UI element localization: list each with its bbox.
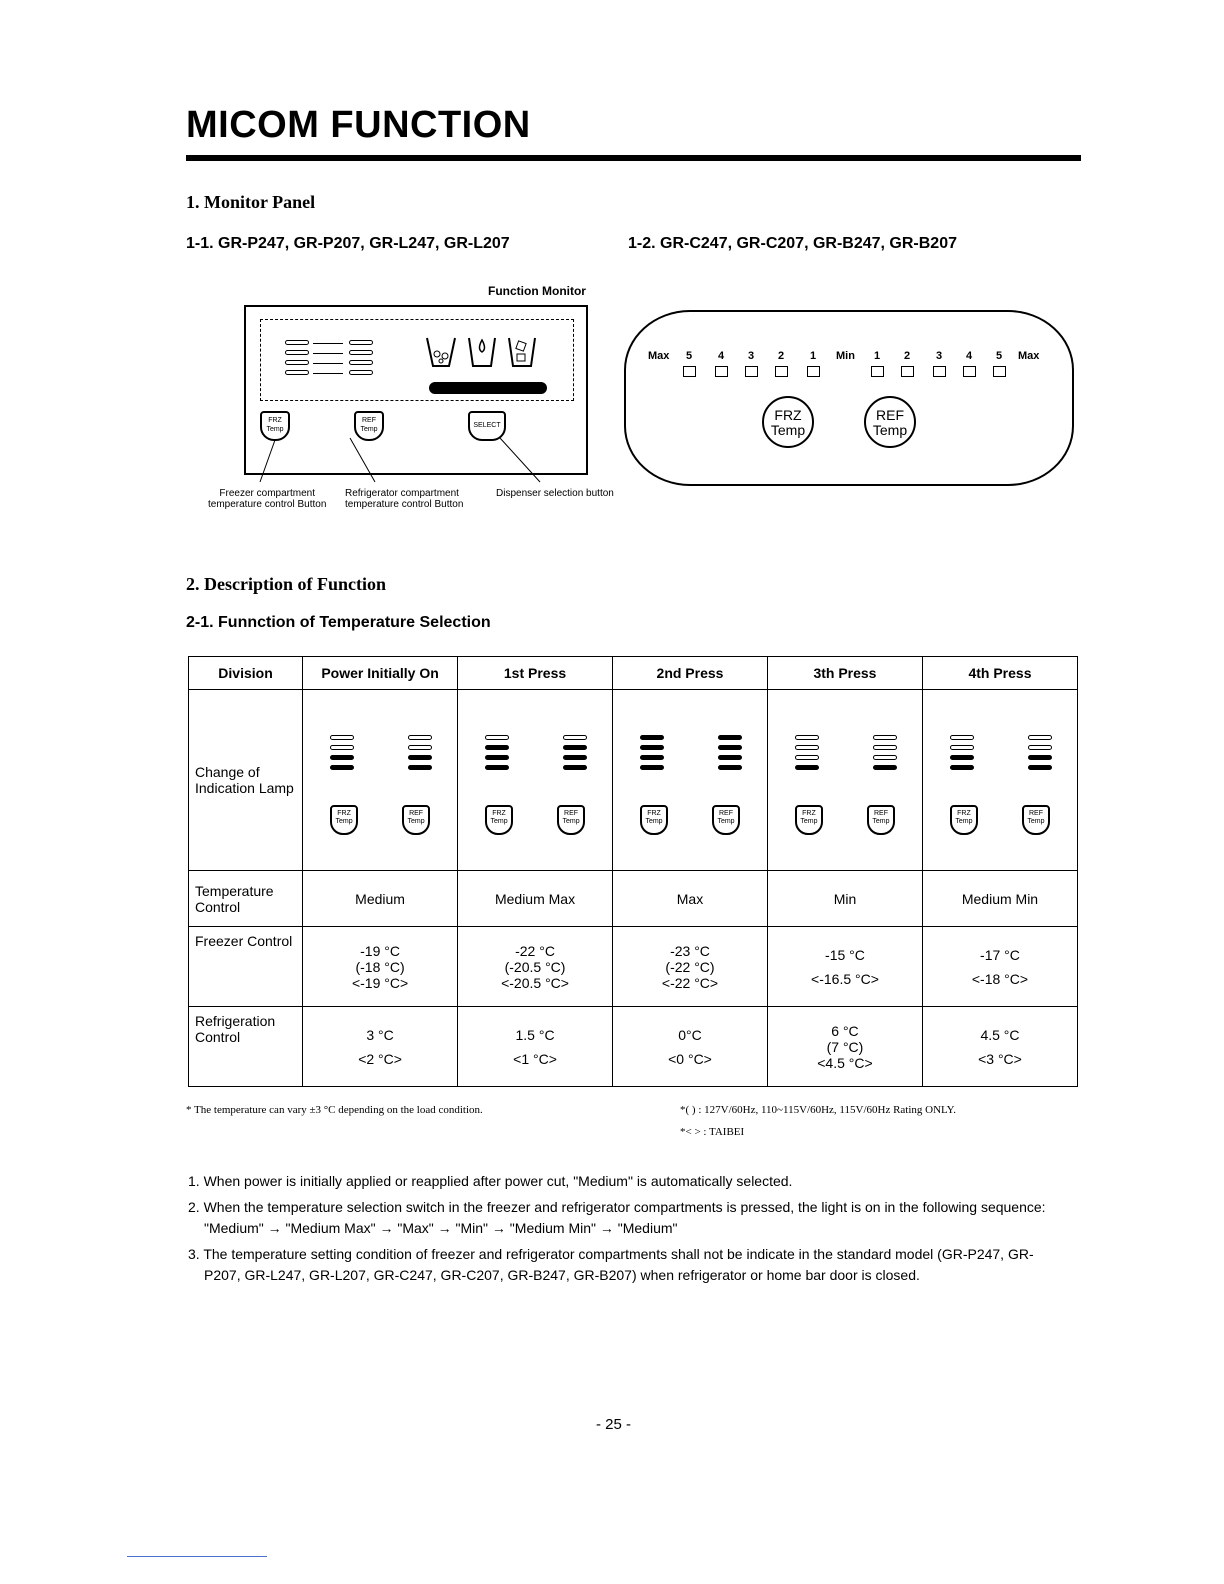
table-row <box>189 690 1078 871</box>
lamp-set <box>785 705 905 855</box>
freezer-temp-button: FRZ Temp <box>485 805 513 835</box>
function-monitor-label: Function Monitor <box>488 284 586 298</box>
table-row: Freezer Control -19 °C (-18 °C) <-19 °C> -22 °C (-20.5 °C) <-20.5 °C> -23 °C (-22 °C) <-22 °C> -15 °C <-16.5 °C> -17 °C <-18 °C> <box>189 927 1078 1007</box>
refrigerator-lamp <box>993 366 1006 377</box>
callout-lines <box>200 430 560 490</box>
section2-sub: 2-1. Funnction of Temperature Selection <box>186 614 491 631</box>
notes-list <box>188 1171 1068 1286</box>
bottom-rule <box>127 1556 267 1557</box>
header-division: Division <box>189 657 303 690</box>
function-monitor-area <box>260 319 574 401</box>
callout-freezer: Freezer compartment temperature control Button <box>208 488 327 510</box>
refrigerator-temp-button-round[interactable]: REF Temp <box>864 396 916 448</box>
note-3: 3. The temperature setting condition of freezer and refrigerator compartments shall not be indicate in the standard model (GR-P247, GR-P207, GR-L247, GR-L207, GR-C247, GR-C207, GR-B247, GR-B207) when refrigerator or home bar door is closed. <box>188 1246 1034 1283</box>
refrigerator-lamp <box>871 366 884 377</box>
section1-sub1: 1-1. GR-P247, GR-P207, GR-L247, GR-L207 <box>186 235 510 252</box>
freezer-lamp <box>715 366 728 377</box>
dispenser-indicator-bar <box>429 382 547 394</box>
refrigerator-temp-button: REF Temp <box>867 805 895 835</box>
row-label-temp: Temperature Control <box>189 871 303 927</box>
refrigerator-lamp <box>963 366 976 377</box>
row-label-freezer: Freezer Control <box>189 927 303 1007</box>
section1-heading: 1. Monitor Panel <box>186 192 316 212</box>
freezer-temp-button-round[interactable]: FRZ Temp <box>762 396 814 448</box>
section2-heading: 2. Description of Function <box>186 574 386 594</box>
dispenser-select-button[interactable]: SELECT <box>468 411 506 441</box>
refrigerator-temp-button: REF Temp <box>557 805 585 835</box>
refrigerator-temp-button: REF Temp <box>402 805 430 835</box>
freezer-lamp <box>683 366 696 377</box>
row-label-lamp: Change of Indication Lamp <box>189 690 303 871</box>
lamp-set <box>630 705 750 855</box>
freezer-temp-button[interactable]: FRZ Temp <box>260 411 290 441</box>
table-row: Refrigeration Control 3 °C <2 °C> 1.5 °C <1 °C> 0°C <0 °C> 6 °C (7 °C) <4.5 °C> 4.5 °C <3 °C> <box>189 1007 1078 1087</box>
header-2nd: 2nd Press <box>613 657 768 690</box>
refrigerator-temp-button: REF Temp <box>1022 805 1050 835</box>
lamp-set <box>320 705 440 855</box>
freezer-lamp <box>807 366 820 377</box>
refrigerator-lamp <box>933 366 946 377</box>
note-2: 2. When the temperature selection switch in the freezer and refrigerator compartments is pressed, the light is on in the following sequence: <box>188 1199 1046 1215</box>
callout-dispenser: Dispenser selection button <box>496 488 614 499</box>
header-power-on: Power Initially On <box>303 657 458 690</box>
refrigerator-temp-button[interactable]: REF Temp <box>354 411 384 441</box>
temperature-selection-table <box>188 656 1078 1087</box>
table-header-row <box>189 657 1078 690</box>
table-row: Temperature Control Medium Medium Max Max Min Medium Min <box>189 871 1078 927</box>
footnote-rating: *( ) : 127V/60Hz, 110~115V/60Hz, 115V/60Hz Rating ONLY. <box>680 1104 956 1116</box>
dispenser-icons <box>423 332 553 372</box>
header-4th: 4th Press <box>922 657 1077 690</box>
footnote-taibei: *< > : TAIBEI <box>680 1126 745 1138</box>
freezer-lamp <box>775 366 788 377</box>
freezer-temp-button: FRZ Temp <box>640 805 668 835</box>
note-1: 1. When power is initially applied or reapplied after power cut, "Medium" is automatically selected. <box>188 1173 793 1189</box>
footnote-load: * The temperature can vary ±3 °C depending on the load condition. <box>186 1104 483 1116</box>
header-3th: 3th Press <box>767 657 922 690</box>
row-label-refrigeration: Refrigeration Control <box>189 1007 303 1087</box>
title-rule <box>186 155 1081 161</box>
header-1st: 1st Press <box>458 657 613 690</box>
lamp-set <box>940 705 1060 855</box>
monitor-panel-2: Max 5 4 3 2 1 Min 1 2 3 4 5 Max FRZ Temp REF Temp <box>624 310 1074 486</box>
refrigerator-temp-button: REF Temp <box>712 805 740 835</box>
freezer-temp-button: FRZ Temp <box>795 805 823 835</box>
page-title: MICOM FUNCTION <box>186 104 531 146</box>
section1-sub2: 1-2. GR-C247, GR-C207, GR-B247, GR-B207 <box>628 235 957 252</box>
callout-refrigerator: Refrigerator compartment temperature control Button <box>345 488 464 510</box>
freezer-temp-button: FRZ Temp <box>950 805 978 835</box>
freezer-temp-button: FRZ Temp <box>330 805 358 835</box>
note-2-sequence: "Medium" → "Medium Max" → "Max" → "Min" → "Medium Min" → "Medium" <box>204 1220 678 1236</box>
lamp-set <box>475 705 595 855</box>
refrigerator-lamp <box>901 366 914 377</box>
page-number: - 25 - <box>596 1416 632 1433</box>
freezer-lamp <box>745 366 758 377</box>
